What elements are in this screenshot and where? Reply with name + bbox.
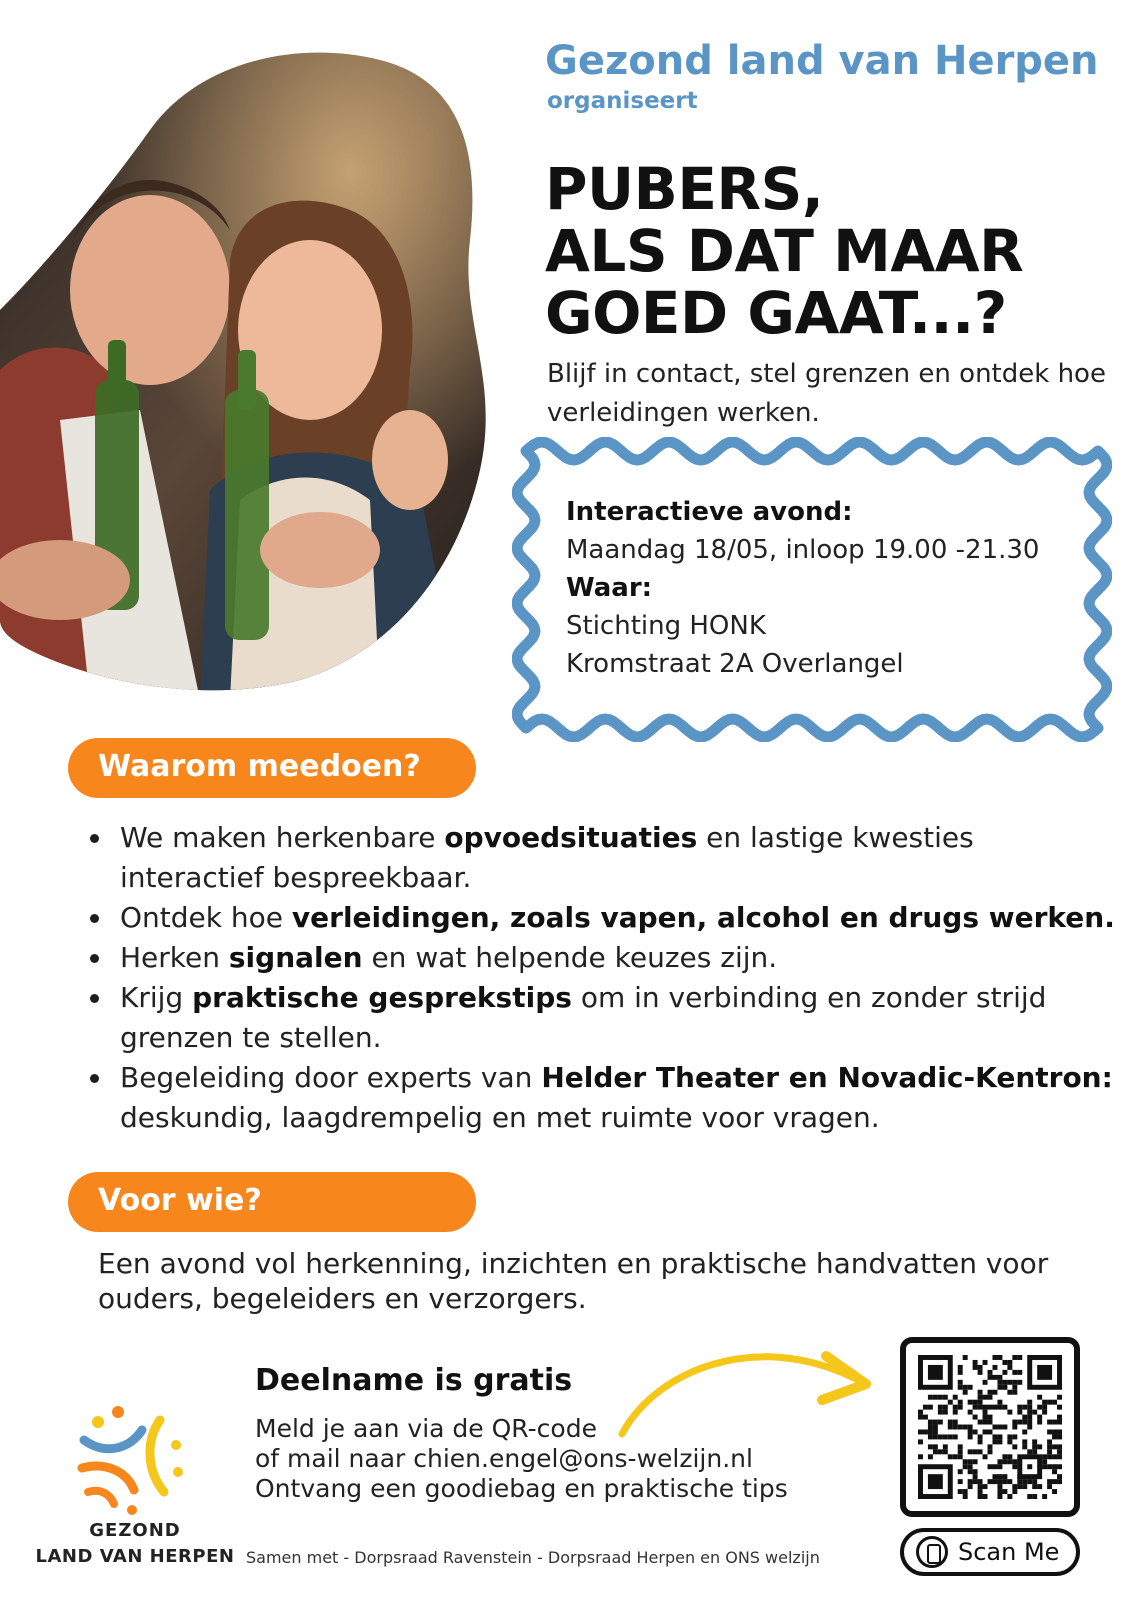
event-details — [566, 493, 1086, 683]
bullet-text: Ontdek hoe — [120, 901, 292, 934]
scan-me-badge[interactable] — [900, 1528, 1080, 1576]
why-bullet-item — [78, 1058, 1118, 1138]
who-text: Een avond vol herkenning, inzichten en praktische handvatten voor ouders, begeleiders en verzorgers. — [98, 1247, 1049, 1315]
signup-line-qr: Meld je aan via de QR-code — [255, 1414, 597, 1443]
event-type-label: Interactieve avond: — [566, 497, 853, 527]
bullet-text: deskundig, laagdrempelig en met ruimte voor vragen. — [120, 1101, 880, 1134]
logo-mark — [74, 1400, 194, 1520]
partners-line: Samen met - Dorpsraad Ravenstein - Dorpsraad Herpen en ONS welzijn — [246, 1548, 820, 1567]
free-participation-title: Deelname is gratis — [255, 1363, 573, 1398]
bullet-text: om in verbinding en zonder strijd grenzen te stellen. — [120, 981, 1047, 1054]
bullet-emphasis: praktische gesprekstips — [192, 981, 572, 1014]
bullet-emphasis: signalen — [228, 941, 363, 974]
why-bullet-item — [78, 818, 1118, 898]
photo-teens-toasting — [0, 40, 500, 700]
qr-code-frame[interactable] — [900, 1337, 1080, 1517]
bullet-text: en wat helpende keuzes zijn. — [362, 941, 778, 974]
intro-text: Blijf in contact, stel grenzen en ontdek hoe verleidingen werken. — [547, 359, 1106, 428]
qr-code[interactable] — [918, 1355, 1062, 1499]
page-headline: PUBERS, ALS DAT MAAR GOED GAAT...? — [545, 155, 1024, 347]
bullet-emphasis: verleidingen, zoals vapen, alcohol en drugs werken. — [291, 901, 1115, 934]
signup-line-mail[interactable]: of mail naar chien.engel@ons-welzijn.nl — [255, 1444, 753, 1473]
why-heading-pill: Waarom meedoen? — [68, 738, 476, 798]
event-datetime: Maandag 18/05, inloop 19.00 -21.30 — [566, 535, 1040, 565]
phone-icon — [916, 1536, 948, 1568]
bullet-emphasis: opvoedsituaties — [444, 821, 698, 854]
bullet-emphasis: Helder Theater en Novadic-Kentron: — [541, 1061, 1113, 1094]
why-bullet-item — [78, 898, 1118, 938]
why-bullet-item — [78, 978, 1118, 1058]
arrow-icon — [616, 1330, 886, 1440]
logo-text-line2: LAND VAN HERPEN — [35, 1546, 235, 1567]
why-bullet-item — [78, 938, 1118, 978]
bullet-text: en lastige kwesties interactief bespreekbaar. — [120, 821, 974, 894]
event-where-label: Waar: — [566, 573, 653, 603]
event-address: Kromstraat 2A Overlangel — [566, 649, 904, 679]
logo-text-line1: GEZOND — [89, 1520, 181, 1541]
scan-me-label: Scan Me — [958, 1538, 1060, 1566]
organizer-title: Gezond land van Herpen — [545, 38, 1099, 84]
why-bullet-list — [78, 818, 1118, 1138]
signup-line-goodiebag: Ontvang een goodiebag en praktische tips — [255, 1474, 788, 1503]
bullet-text: We maken herkenbare — [120, 821, 445, 854]
bullet-text: Herken — [120, 941, 229, 974]
event-venue: Stichting HONK — [566, 611, 766, 641]
bullet-text: Krijg — [120, 981, 193, 1014]
bullet-text: Begeleiding door experts van — [120, 1061, 542, 1094]
who-heading-pill: Voor wie? — [68, 1172, 476, 1232]
organizer-subtitle: organiseert — [547, 88, 698, 114]
